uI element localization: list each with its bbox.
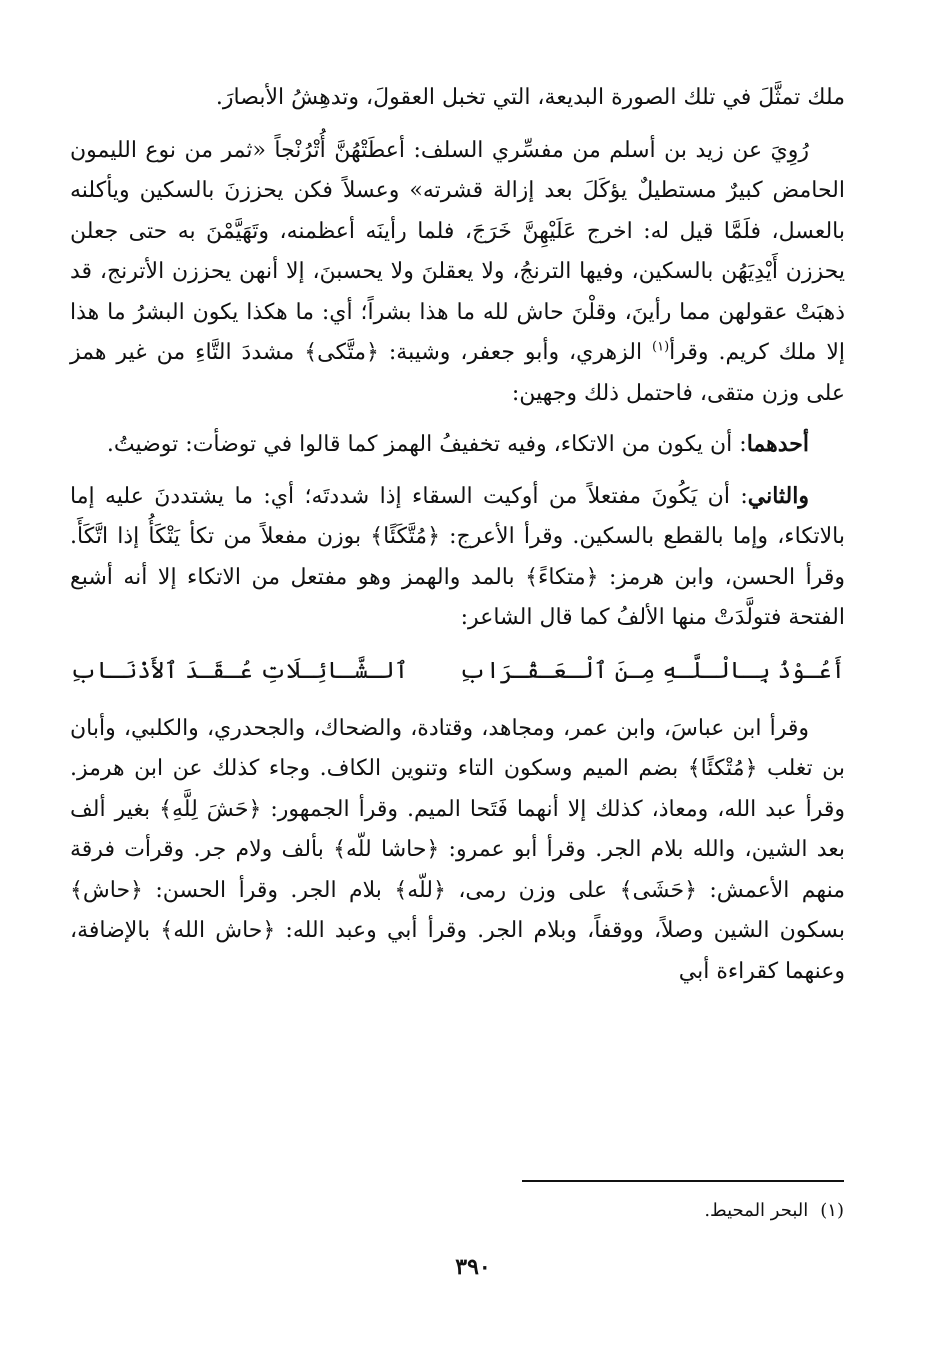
footnote-number: (١) — [820, 1200, 844, 1221]
paragraph-intro: ملك تمثَّلَ في تلك الصورة البديعة، التي تخبل العقولَ، وتدهِشُ الأبصارَ. — [215, 85, 845, 110]
paragraph-first-aspect — [70, 424, 845, 466]
paragraph-readings: وقرأ ابن عباسَ، وابن عمر، ومجاهد، وقتادة، والضحاك، والجحدري، والكلبي، وأبان بن تغلب ﴿مُتْكئًا﴾ بضم الميم وسكون التاء وتنوين الكاف. وجاء كذلك عن ابن هرمز. وقرأ عبد الله، ومعاذ، كذلك إلا أنهما فَتَحا الميم. وقرأ الجمهور: ﴿حَشَ لِلَّهِ﴾ بغير ألف بعد الشين، والله بلام الجر. وقرأ أبو عمرو: ﴿حاشا للّه﴾ بألف ولام جر. وقرأت فرقة منهم الأعمش: ﴿حَشَى﴾ على وزن رمى، ﴿للّه﴾ بلام الجر. وقرأ الحسن: ﴿حاش﴾ بسكون الشين وصلاً، ووقفاً، وبلام الجر. وقرأ أبي وعبد الله: ﴿حاش الله﴾ بالإضافة، وعنهما كقراءة أبي — [70, 715, 846, 984]
verse-first-hemistich: أَعُـوْذُ بِـالْـلَّـهِ مِـنَ ٱلْـعَـقْـرَابِ — [459, 657, 845, 684]
second-aspect-heading: والثاني — [747, 482, 809, 509]
first-aspect-text: : أن يكون من الاتكاء، وفيه تخفيفُ الهمز كما قالوا في توضأت: توضيتُ. — [106, 432, 747, 457]
first-aspect-heading: أحدهما — [746, 431, 809, 457]
footnote — [704, 1197, 844, 1225]
page-body — [70, 78, 845, 1002]
verse-second-hemistich: ٱلـشَّـائِـلَاتِ عُـقَـدَ ٱلأَذْنَـابِ — [70, 657, 409, 684]
footnote-separator — [522, 1180, 844, 1182]
paragraph-narration-text-b: الزهري، وأبو جعفر، وشيبة: ﴿متَّكى﴾ مشددَ التَّاءِ من غير همز على وزن متقى، فاحتمل ذلك وجهين: — [70, 340, 845, 406]
paragraph-narration — [70, 131, 845, 415]
paragraph-narration-text-a: رُوِيَ عن زيد بن أسلم من مفسِّري السلف: أعطَتْهُنَّ أُتْرُنْجاً «ثمر من نوع الليمون الحامض كبيرٌ مستطيلٌ يؤكَلَ بعد إزالة قشرته» وعسلاً فكن يحززنَ بالسكين ويأكلنه بالعسل، فلَمَّا قيل له: اخرج عَلَيْهِنَّ خَرَجَ، فلما رأينَه أعظمنه، وتَهَيَّمْنَ به حتى جعلن يحززن أَيْدِيَهُن بالسكين، وفيها الترنجُ، ولا يعقلنَ ولا يحسبنَ، إلا أنهن يحززن الأترنج، قد ذهبَتْ عقولهن مما رأينَ، وقلْنَ حاش لله ما هذا بشراً؛ أي: ما هكذا يكون البشرُ ما هذا إلا ملك كريم. وقرأ — [70, 137, 845, 365]
poetry-verse — [70, 649, 845, 693]
second-aspect-text: : أن يَكُونَ مفتعلاً من أوكيت السقاء إذا شددتَه؛ أي: ما يشتددنَ عليه إما بالاتكاء، وإما بالقطع بالسكين. وقرأ الأعرج: ﴿مُتَّكَئًا﴾ بوزن مفعلاً من تكأ يَتْكَأُ إذا اتَّكَأَ. وقرأ الحسن، وابن هرمز: ﴿متكاءً﴾ بالمد والهمز وهو مفتعل من الاتكاء إلا أنه أشبع الفتحة فتولَّدَتْ منها الألفُ كما قال الشاعر: — [70, 483, 845, 630]
footnote-marker: (١) — [652, 339, 670, 355]
paragraph-second-aspect — [70, 476, 845, 639]
footnote-text: البحر المحيط. — [704, 1200, 809, 1221]
page-number: ٣٩٠ — [455, 1254, 491, 1280]
